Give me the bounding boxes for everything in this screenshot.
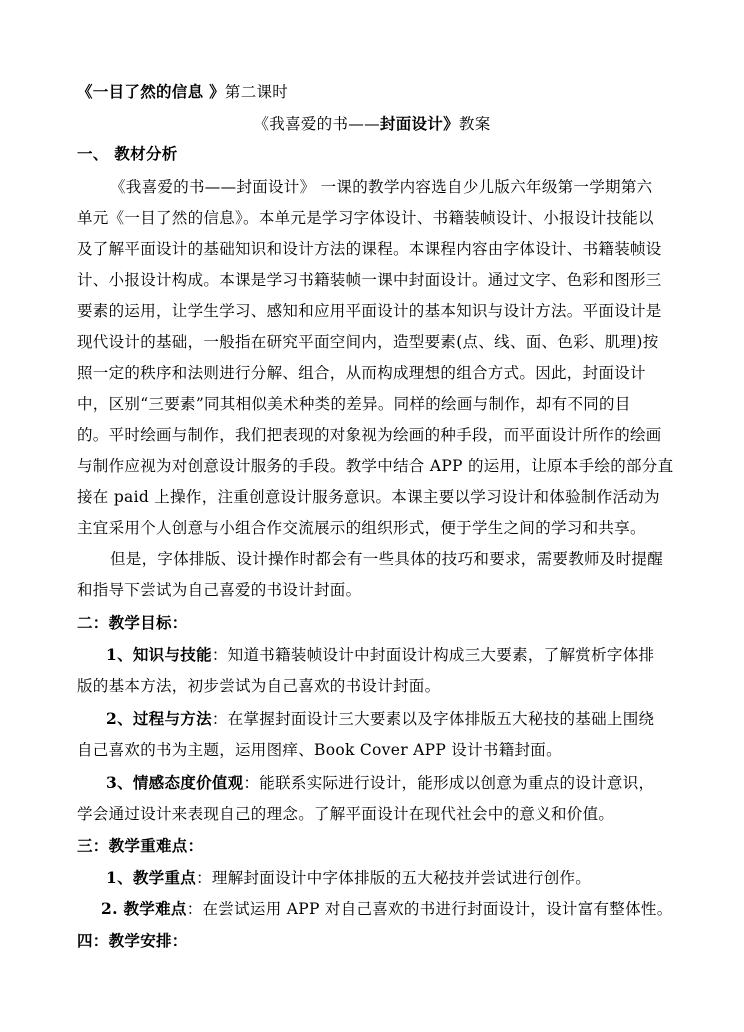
para1-line: 接在 paid 上操作，注重创意设计服务意识。本课主要以学习设计和体验制作活动为 (77, 488, 660, 506)
subtitle-part3: 教案 (458, 115, 491, 133)
goal2-text: ：在掌握封面设计三大要素以及字体排版五大秘技的基础上围绕 (211, 710, 655, 728)
goal2 (106, 709, 706, 729)
goal3-text: ：能联系实际进行设计，能形成以创意为重点的设计意识， (243, 774, 655, 792)
goal1-text: ：知道书籍装帧设计中封面设计构成三大要素，了解赏析字体排 (211, 646, 655, 664)
para1-line: 照一定的秩序和法则进行分解、组合，从而构成理想的组合方式。因此，封面设计 (77, 364, 646, 382)
para1-line: 计、小报设计构成。本课是学习书籍装帧一课中封面设计。通过文字、色彩和图形三 (77, 271, 662, 289)
subtitle-part1: 《我喜爱的书—— (253, 115, 380, 133)
goal1-label: 1、知识与技能 (106, 645, 212, 664)
section2-heading: 二：教学目标： (77, 613, 188, 632)
key-point-label: 1、教学重点 (106, 868, 197, 887)
goal3-continuation: 学会通过设计来表现自己的理念。了解平面设计在现代社会中的意义和价值。 (77, 805, 615, 823)
section3-heading: 三：教学重难点： (77, 836, 204, 855)
para1-line: 中，区别“三要素”同其相似美术种类的差异。同样的绘画与制作，却有不同的目 (77, 395, 631, 413)
goal3-label: 3、情感态度价值观 (106, 773, 244, 792)
difficult-point-text: ：在尝试运用 APP 对自己喜欢的书进行封面设计，设计富有整体性。 (186, 900, 673, 918)
para1-line: 要素的运用，让学生学习、感知和应用平面设计的基本知识与设计方法。平面设计是 (77, 302, 662, 320)
para1-line: 现代设计的基础，一般指在研究平面空间内，造型要素(点、线、面、色彩、肌理)按 (77, 333, 659, 351)
goal2-label: 2、过程与方法 (106, 709, 212, 728)
lesson-title-period: 第二课时 (224, 83, 289, 101)
key-point (106, 868, 706, 888)
section4-heading: 四：教学安排： (77, 931, 188, 950)
difficult-point (101, 899, 701, 919)
para1-line: 的。平时绘画与制作，我们把表现的对象视为绘画的种手段，而平面设计所作的绘画 (77, 426, 662, 444)
subtitle-part2: 封面设计》 (379, 114, 459, 133)
para1-line: 单元《一目了然的信息》。本单元是学习字体设计、书籍装帧设计、小报设计技能以 (77, 209, 654, 227)
section1-heading: 一、 教材分析 (77, 144, 178, 163)
goal1 (106, 645, 706, 665)
key-point-text: ：理解封面设计中字体排版的五大秘技并尝试进行创作。 (196, 869, 592, 887)
goal1-continuation: 版的基本方法，初步尝试为自己喜欢的书设计封面。 (77, 677, 441, 695)
para1-line: 《我喜爱的书——封面设计》 一课的教学内容选自少儿版六年级第一学期第六 (110, 178, 653, 196)
difficult-point-label: 2. 教学难点 (101, 899, 187, 918)
goal3 (106, 773, 706, 793)
lesson-title-main: 《一目了然的信息 》 (77, 82, 225, 101)
para1-line: 及了解平面设计的基础知识和设计方法的课程。本课程内容由字体设计、书籍装帧设 (77, 240, 662, 258)
para1-line: 与制作应视为对创意设计服务的手段。教学中结合 APP 的运用，让原本手绘的部分直 (77, 457, 674, 475)
para2-line: 和指导下尝试为自己喜爱的书设计封面。 (77, 581, 362, 599)
para1-line: 主宜采用个人创意与小组合作交流展示的组织形式，便于学生之间的学习和共享。 (77, 519, 646, 537)
lesson-title (77, 82, 677, 102)
goal2-continuation: 自己喜欢的书为主题，运用图痒、Book Cover APP 设计书籍封面。 (77, 741, 562, 759)
para2-line: 但是，字体排版、设计操作时都会有一些具体的技巧和要求，需要教师及时提醒 (110, 550, 664, 568)
lesson-subtitle (0, 114, 744, 134)
